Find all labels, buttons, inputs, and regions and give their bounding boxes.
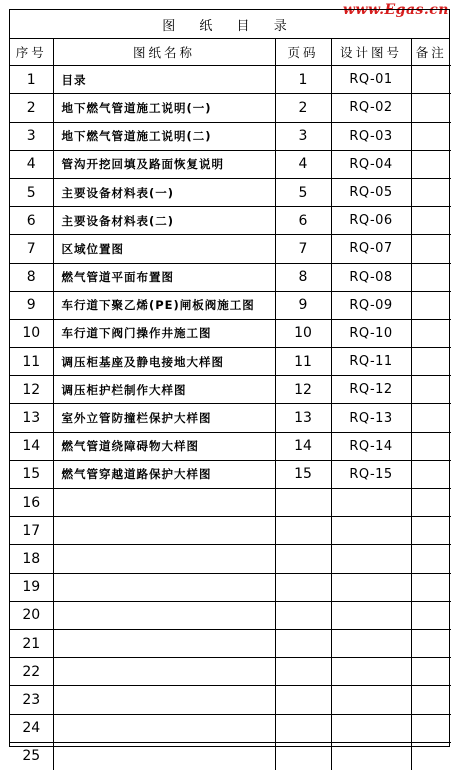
table-row <box>10 348 451 376</box>
cell-note <box>411 460 451 488</box>
table-row <box>10 178 451 206</box>
cell-note <box>411 122 451 150</box>
cell-page: 2 <box>275 94 331 122</box>
cell-code <box>331 686 411 714</box>
table-row <box>10 376 451 404</box>
cell-name: 调压柜护栏制作大样图 <box>53 376 275 404</box>
table-row <box>10 150 451 178</box>
cell-name: 车行道下阀门操作井施工图 <box>53 319 275 347</box>
cell-no: 20 <box>10 601 53 629</box>
cell-note <box>411 601 451 629</box>
table-row <box>10 66 451 94</box>
cell-page: 13 <box>275 404 331 432</box>
cell-no: 18 <box>10 545 53 573</box>
cell-name: 主要设备材料表(一) <box>53 178 275 206</box>
cell-code <box>331 601 411 629</box>
cell-code: RQ-14 <box>331 432 411 460</box>
cell-no: 16 <box>10 489 53 517</box>
cell-page: 11 <box>275 348 331 376</box>
table-row <box>10 742 451 770</box>
cell-note <box>411 404 451 432</box>
cell-note <box>411 686 451 714</box>
cell-name: 地下燃气管道施工说明(二) <box>53 122 275 150</box>
table-row <box>10 235 451 263</box>
cell-note <box>411 658 451 686</box>
cell-no: 24 <box>10 714 53 742</box>
cell-note <box>411 517 451 545</box>
header-note: 备注 <box>411 38 451 66</box>
drawing-index-sheet <box>9 9 450 765</box>
cell-note <box>411 545 451 573</box>
cell-note <box>411 207 451 235</box>
cell-no: 6 <box>10 207 53 235</box>
cell-code: RQ-11 <box>331 348 411 376</box>
cell-code: RQ-04 <box>331 150 411 178</box>
cell-note <box>411 319 451 347</box>
cell-page <box>275 573 331 601</box>
cell-page: 7 <box>275 235 331 263</box>
cell-name <box>53 714 275 742</box>
cell-page <box>275 714 331 742</box>
cell-name: 调压柜基座及静电接地大样图 <box>53 348 275 376</box>
table-row <box>10 263 451 291</box>
table-row <box>10 460 451 488</box>
cell-no: 9 <box>10 291 53 319</box>
cell-no: 21 <box>10 629 53 657</box>
cell-note <box>411 66 451 94</box>
cell-no: 19 <box>10 573 53 601</box>
table-row <box>10 573 451 601</box>
cell-name <box>53 629 275 657</box>
table-row <box>10 319 451 347</box>
cell-no: 4 <box>10 150 53 178</box>
cell-no: 17 <box>10 517 53 545</box>
cell-no: 15 <box>10 460 53 488</box>
cell-name <box>53 489 275 517</box>
cell-code <box>331 742 411 770</box>
cell-name: 管沟开挖回填及路面恢复说明 <box>53 150 275 178</box>
table-row <box>10 686 451 714</box>
cell-page: 3 <box>275 122 331 150</box>
table-header-row <box>10 38 451 66</box>
cell-note <box>411 573 451 601</box>
table-row <box>10 601 451 629</box>
cell-no: 1 <box>10 66 53 94</box>
cell-page <box>275 686 331 714</box>
cell-code <box>331 658 411 686</box>
cell-page <box>275 601 331 629</box>
cell-code <box>331 545 411 573</box>
cell-page <box>275 489 331 517</box>
cell-name <box>53 742 275 770</box>
cell-page <box>275 629 331 657</box>
cell-name <box>53 601 275 629</box>
cell-code: RQ-12 <box>331 376 411 404</box>
cell-note <box>411 432 451 460</box>
table-row <box>10 489 451 517</box>
cell-no: 23 <box>10 686 53 714</box>
cell-name: 燃气管道绕障碍物大样图 <box>53 432 275 460</box>
cell-code <box>331 629 411 657</box>
cell-no: 8 <box>10 263 53 291</box>
table-row <box>10 122 451 150</box>
cell-page: 6 <box>275 207 331 235</box>
table-row <box>10 517 451 545</box>
cell-no: 25 <box>10 742 53 770</box>
cell-note <box>411 178 451 206</box>
cell-note <box>411 235 451 263</box>
cell-name <box>53 686 275 714</box>
cell-code: RQ-06 <box>331 207 411 235</box>
cell-code: RQ-03 <box>331 122 411 150</box>
cell-page <box>275 545 331 573</box>
table-row <box>10 404 451 432</box>
cell-code: RQ-15 <box>331 460 411 488</box>
cell-no: 5 <box>10 178 53 206</box>
cell-note <box>411 94 451 122</box>
table-row <box>10 658 451 686</box>
cell-page: 14 <box>275 432 331 460</box>
table-row <box>10 714 451 742</box>
cell-name: 燃气管道平面布置图 <box>53 263 275 291</box>
cell-name <box>53 658 275 686</box>
cell-page <box>275 658 331 686</box>
cell-note <box>411 150 451 178</box>
cell-name: 车行道下聚乙烯(PE)闸板阀施工图 <box>53 291 275 319</box>
cell-page: 4 <box>275 150 331 178</box>
cell-code: RQ-13 <box>331 404 411 432</box>
cell-code: RQ-05 <box>331 178 411 206</box>
cell-no: 3 <box>10 122 53 150</box>
cell-code <box>331 714 411 742</box>
cell-code: RQ-10 <box>331 319 411 347</box>
watermark-logo: www.Egas.cn <box>342 2 449 18</box>
table-row <box>10 94 451 122</box>
cell-page: 12 <box>275 376 331 404</box>
cell-page: 15 <box>275 460 331 488</box>
cell-note <box>411 348 451 376</box>
cell-code: RQ-08 <box>331 263 411 291</box>
cell-no: 10 <box>10 319 53 347</box>
cell-note <box>411 489 451 517</box>
cell-code <box>331 517 411 545</box>
header-code: 设计图号 <box>331 38 411 66</box>
cell-page <box>275 517 331 545</box>
cell-name: 地下燃气管道施工说明(一) <box>53 94 275 122</box>
cell-note <box>411 291 451 319</box>
cell-code: RQ-01 <box>331 66 411 94</box>
cell-no: 12 <box>10 376 53 404</box>
table-row <box>10 629 451 657</box>
cell-name: 目录 <box>53 66 275 94</box>
cell-no: 2 <box>10 94 53 122</box>
cell-no: 11 <box>10 348 53 376</box>
cell-code: RQ-07 <box>331 235 411 263</box>
cell-name <box>53 545 275 573</box>
cell-name <box>53 517 275 545</box>
cell-note <box>411 714 451 742</box>
table-row <box>10 207 451 235</box>
cell-name: 区域位置图 <box>53 235 275 263</box>
cell-note <box>411 376 451 404</box>
cell-note <box>411 742 451 770</box>
table-row <box>10 545 451 573</box>
table-row <box>10 291 451 319</box>
cell-page: 9 <box>275 291 331 319</box>
cell-code <box>331 489 411 517</box>
cell-no: 14 <box>10 432 53 460</box>
cell-no: 7 <box>10 235 53 263</box>
cell-code: RQ-02 <box>331 94 411 122</box>
sheet-title: 图 纸 目 录 <box>10 10 449 39</box>
drawing-index-table <box>10 38 451 770</box>
header-page: 页码 <box>275 38 331 66</box>
cell-name: 燃气管穿越道路保护大样图 <box>53 460 275 488</box>
cell-note <box>411 629 451 657</box>
cell-name <box>53 573 275 601</box>
cell-page: 5 <box>275 178 331 206</box>
header-name: 图纸名称 <box>53 38 275 66</box>
cell-code: RQ-09 <box>331 291 411 319</box>
cell-no: 22 <box>10 658 53 686</box>
cell-page: 10 <box>275 319 331 347</box>
table-row <box>10 432 451 460</box>
cell-name: 主要设备材料表(二) <box>53 207 275 235</box>
cell-no: 13 <box>10 404 53 432</box>
cell-page: 1 <box>275 66 331 94</box>
cell-note <box>411 263 451 291</box>
cell-page <box>275 742 331 770</box>
cell-code <box>331 573 411 601</box>
header-no: 序号 <box>10 38 53 66</box>
cell-page: 8 <box>275 263 331 291</box>
cell-name: 室外立管防撞栏保护大样图 <box>53 404 275 432</box>
